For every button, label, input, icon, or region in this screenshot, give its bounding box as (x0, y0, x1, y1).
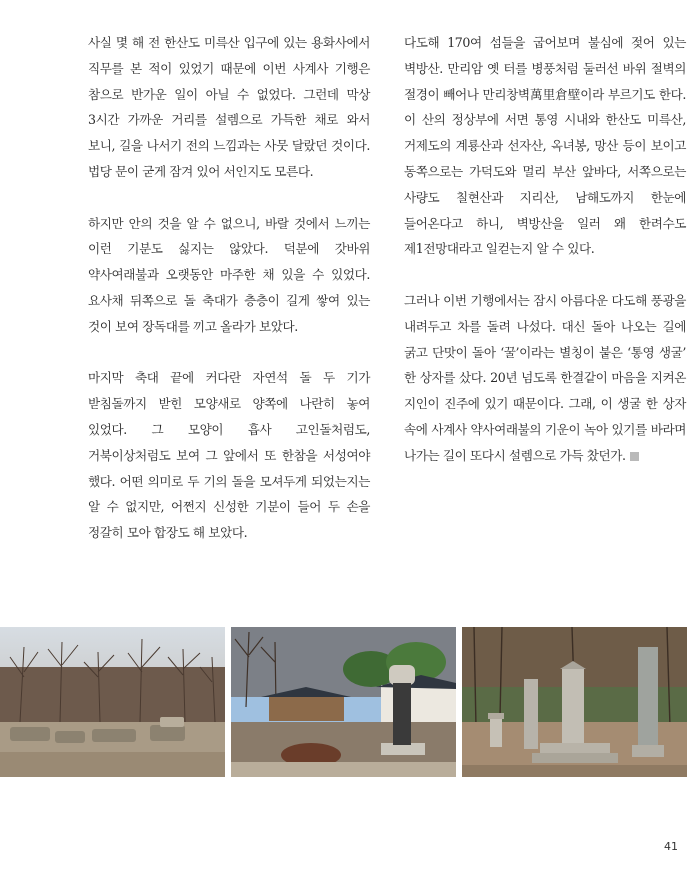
article-left-column (88, 30, 370, 546)
photo-stone-terrace (0, 627, 225, 777)
paragraph (404, 288, 686, 469)
article-right-column (404, 30, 686, 469)
end-mark-icon (630, 452, 639, 461)
paragraph: 다도해 170여 섬들을 굽어보며 불심에 젖어 있는 벽방산. 만리암 옛 터를 병풍처럼 둘러선 바위 절벽의 절경이 빼어나 만리창벽萬里倉壁이라 부르기도 한다. 이 산의 정상부에 서면 통영 시내와 한산도 미륵산, 거제도의 계룡산과 선자산, 옥녀봉, 망산 등이 보이고 동쪽으로는 가덕도와 멀리 부산 앞바다, 서쪽으로는 사량도 칠현산과 지리산, 남해도까지 한눈에 들어온다고 하니, 벽방산을 일러 왜 한려수도 제1전망대라고 일컫는지 알 수 있다. (404, 35, 686, 257)
paragraph: 마지막 축대 끝에 커다란 자연석 돌 두 기가 받침돌까지 받힌 모양새로 양쪽에 나란히 놓여 있었다. 그 모양이 흡사 고인돌처럼도, 거북이상처럼도 보여 그 앞에서 또 한참을 서성여야 했다. 어떤 의미로 두 기의 돌을 모셔두게 되었는지는 알 수 없지만, 어쩐지 신성한 기분이 들어 두 손을 정갈히 모아 합장도 해 보았다. (88, 370, 370, 541)
photo-stone-monuments (462, 627, 687, 777)
paragraph: 하지만 안의 것을 알 수 없으니, 바랄 것에서 느끼는 이런 기분도 싫지는 않았다. 덕분에 갓바위 약사여래불과 오랫동안 마주한 채 있을 수 있었다. 요사채 뒤쪽으로 돌 축대가 층층이 길게 쌓여 있는 것이 보여 장독대를 끼고 올라가 보았다. (88, 215, 370, 334)
photo-temple-stele (231, 627, 456, 777)
page-number: 41 (664, 840, 678, 853)
paragraph-text: 그러나 이번 기행에서는 잠시 아름다운 다도해 풍광을 내려두고 차를 돌려 나섰다. 대신 돌아 나오는 길에 굵고 단맛이 돌아 ‘꿀’이라는 별칭이 붙은 ‘통영 생굴’ 한 상자를 샀다. 20년 넘도록 한결같이 마음을 지켜온 지인이 진주에 있기 때문이다. 그래, 이 생굴 한 상자 속에 사계사 약사여래불의 기운이 녹아 있기를 바라며 나가는 길이 또다시 설렘으로 가득 찼던가. (404, 292, 686, 463)
paragraph: 사실 몇 해 전 한산도 미륵산 입구에 있는 용화사에서 직무를 본 적이 있었기 때문에 이번 사계사 기행은 참으로 반가운 일이 아닐 수 없었다. 그런데 막상 3시간 가까운 거리를 설렘으로 가득한 채로 와서 보니, 길을 나서기 전의 느낌과는 사뭇 달랐던 것이다. 법당 문이 굳게 잠겨 있어 서인지도 모른다. (88, 35, 370, 179)
